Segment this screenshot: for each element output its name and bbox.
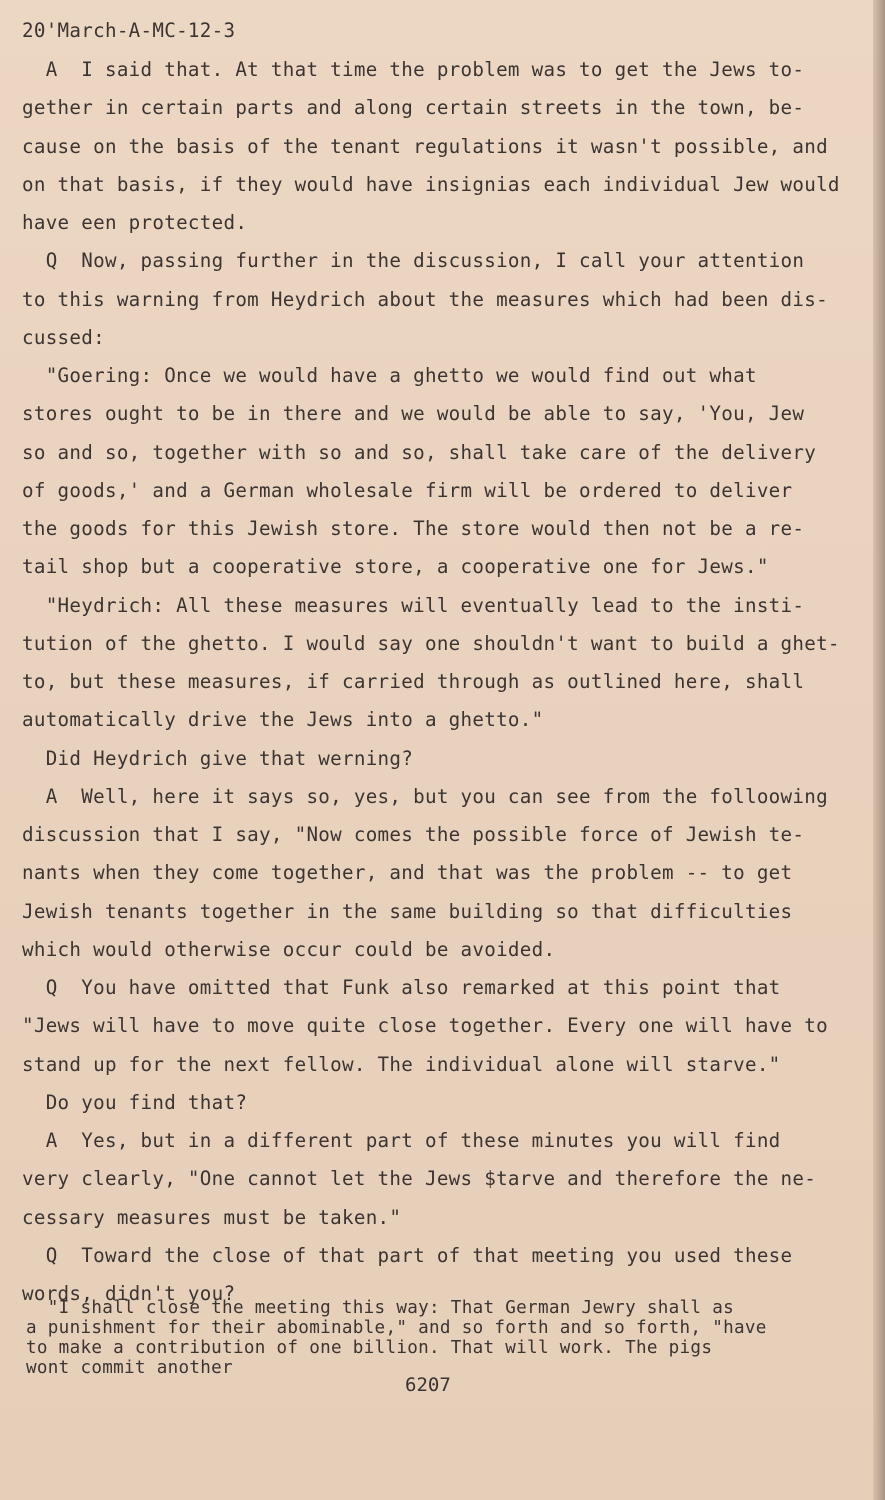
text-line: cause on the basis of the tenant regulations it wasn't possible, and bbox=[22, 134, 828, 158]
text-line-small: to make a contribution of one billion. That will work. The pigs bbox=[26, 1338, 713, 1358]
text-line: on that basis, if they would have insignias each individual Jew would bbox=[22, 172, 840, 196]
text-line: discussion that I say, "Now comes the possible force of Jewish te- bbox=[22, 823, 805, 846]
document-header: 20'March-A-MC-12-3 bbox=[22, 19, 236, 42]
text-line: Q You have omitted that Funk also remarked at this point that bbox=[22, 976, 781, 999]
text-line: automatically drive the Jews into a ghetto." bbox=[22, 708, 544, 732]
text-line: words, didn't you? bbox=[22, 1282, 236, 1305]
text-line: A Well, here it says so, yes, but you can see from the folloowing bbox=[22, 784, 828, 808]
text-line: "Heydrich: All these measures will eventually lead to the insti- bbox=[22, 593, 805, 617]
text-line: the goods for this Jewish store. The store would then not be a re- bbox=[22, 517, 805, 540]
text-line: to, but these measures, if carried through as outlined here, shall bbox=[22, 670, 805, 693]
text-line: cessary measures must be taken." bbox=[22, 1205, 402, 1229]
text-line: have een protected. bbox=[22, 211, 248, 234]
text-line-small: wont commit another bbox=[26, 1358, 233, 1378]
page-edge bbox=[873, 0, 885, 1500]
text-line: Q Toward the close of that part of that meeting you used these bbox=[22, 1243, 793, 1267]
text-line: A Yes, but in a different part of these minutes you will find bbox=[22, 1129, 781, 1152]
text-line: "Jews will have to move quite close together. Every one will have to bbox=[22, 1014, 828, 1038]
text-line: so and so, together with so and so, shall take care of the delivery bbox=[22, 440, 817, 464]
text-line: of goods,' and a German wholesale firm will be ordered to deliver bbox=[22, 478, 793, 502]
text-line: "Goering: Once we would have a ghetto we would find out what bbox=[22, 364, 757, 387]
text-line: tail shop but a cooperative store, a cooperative one for Jews." bbox=[22, 555, 769, 579]
text-line: gether in certain parts and along certain streets in the town, be- bbox=[22, 96, 805, 120]
text-line: nants when they come together, and that was the problem -- to get bbox=[22, 861, 793, 885]
text-line: very clearly, "One cannot let the Jews $tarve and therefore the ne- bbox=[22, 1167, 817, 1191]
text-line-small: "I shall close the meeting this way: That German Jewry shall as bbox=[26, 1298, 735, 1318]
text-line: Do you find that? bbox=[22, 1090, 248, 1114]
text-line: stand up for the next fellow. The individual alone will starve." bbox=[22, 1052, 781, 1076]
text-line: tution of the ghetto. I would say one shouldn't want to build a ghet- bbox=[22, 631, 840, 655]
text-line: stores ought to be in there and we would be able to say, 'You, Jew bbox=[22, 402, 805, 426]
text-line: A I said that. At that time the problem was to get the Jews to- bbox=[22, 58, 805, 81]
text-line: Q Now, passing further in the discussion, I call your attention bbox=[22, 249, 805, 273]
text-line: which would otherwise occur could be avoided. bbox=[22, 937, 556, 961]
text-line: to this warning from Heydrich about the measures which had been dis- bbox=[22, 287, 828, 311]
text-line-small: a punishment for their abominable," and so forth and so forth, "have bbox=[26, 1318, 767, 1338]
text-line: Did Heydrich give that werning? bbox=[22, 746, 414, 770]
text-line: cussed: bbox=[22, 325, 105, 349]
page-number: 6207 bbox=[405, 1374, 451, 1396]
text-line: Jewish tenants together in the same building so that difficulties bbox=[22, 899, 793, 923]
